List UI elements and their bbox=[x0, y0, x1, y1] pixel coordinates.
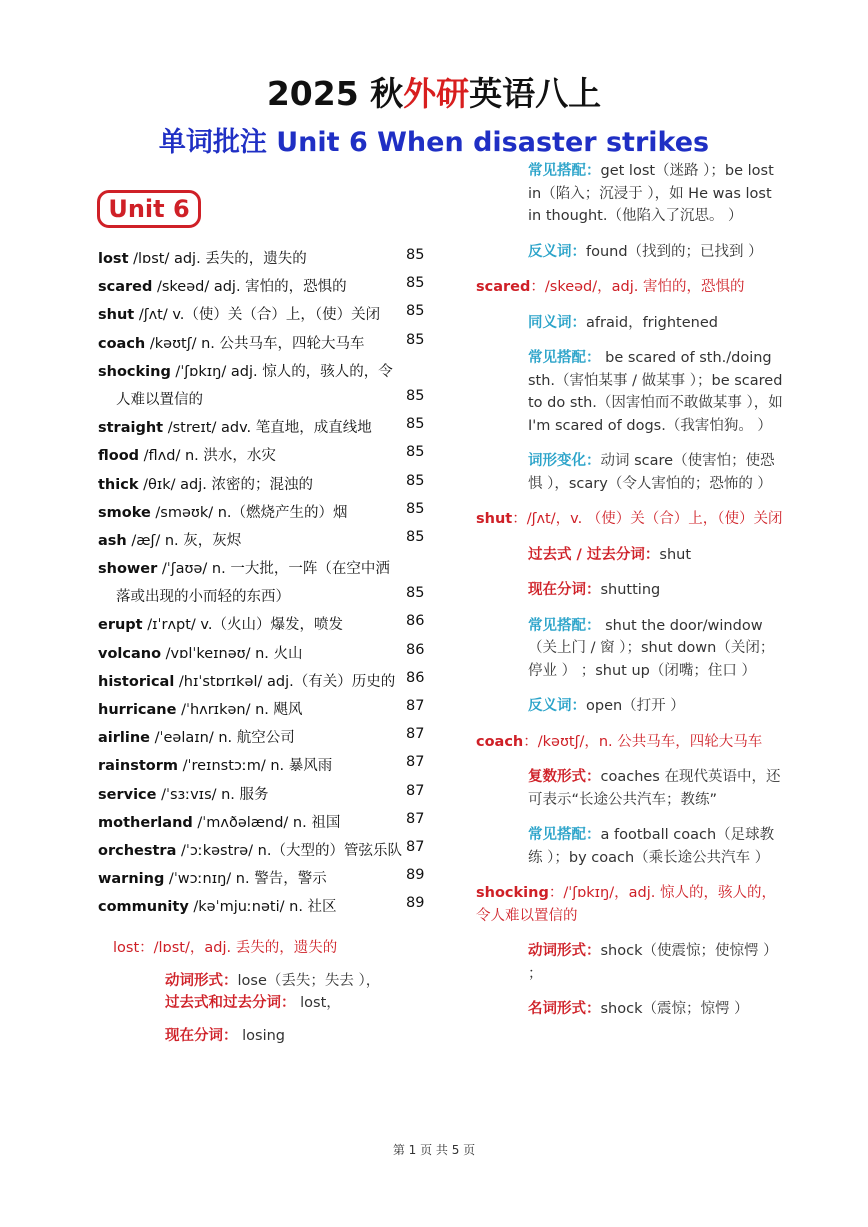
vocab-entry bbox=[98, 303, 380, 324]
page-footer: 第 1 页 共 5 页 bbox=[392, 1143, 476, 1157]
vocab-word: shocking bbox=[98, 363, 171, 380]
vocab-row bbox=[98, 808, 433, 836]
scared-collocations bbox=[528, 347, 784, 437]
vocab-entry bbox=[98, 783, 269, 804]
vocab-row bbox=[98, 498, 433, 526]
vocab-page-number: 89 bbox=[406, 867, 425, 884]
title-part: 英语八上 bbox=[469, 74, 602, 113]
label: 常见搭配： bbox=[528, 827, 601, 843]
vocab-definition: /sməʊk/ n.（燃烧产生的）烟 bbox=[150, 504, 348, 521]
coach-collocations bbox=[528, 824, 784, 869]
vocab-entry bbox=[98, 275, 347, 296]
text: open（打开 ） bbox=[586, 698, 685, 714]
label: 词形变化： bbox=[528, 453, 601, 469]
text: afraid，frightened bbox=[586, 314, 718, 331]
vocab-definition: /ˈreɪnstɔːm/ n. 暴风雨 bbox=[178, 758, 333, 775]
text: lose（丢失；失去 ）， bbox=[237, 972, 381, 989]
vocab-word: rainstorm bbox=[98, 758, 179, 775]
vocab-word: community bbox=[98, 899, 189, 916]
vocab-entry bbox=[98, 811, 340, 832]
coach-plural bbox=[528, 766, 784, 811]
lost-ing-form bbox=[165, 1025, 433, 1048]
vocab-definition: /ɪˈrʌpt/ v.（火山）爆发，喷发 bbox=[142, 617, 343, 634]
vocab-word: flood bbox=[98, 448, 140, 465]
vocab-word: warning bbox=[98, 871, 165, 888]
scared-synonyms bbox=[528, 312, 784, 335]
vocab-row bbox=[98, 470, 433, 498]
vocab-entry bbox=[116, 388, 203, 409]
headword: coach bbox=[476, 733, 524, 750]
vocab-definition: /ʃʌt/ v.（使）关（合）上，（使）关闭 bbox=[134, 307, 381, 324]
entry-heading-coach bbox=[476, 731, 784, 754]
vocab-page-number: 85 bbox=[406, 444, 425, 461]
vocab-row bbox=[98, 329, 433, 357]
text: be scared of sth./doing sth.（害怕某事 / 做某事 ）；be scared to do sth.（因害怕而不敢做某事 ），如 I'm scared of dogs.（我害怕狗。 ） bbox=[528, 350, 783, 434]
vocab-entry bbox=[98, 473, 313, 494]
vocab-definition: /ˈɔːkəstrə/ n.（大型的）管弦乐队 bbox=[176, 842, 402, 859]
vocab-entry bbox=[98, 501, 348, 522]
vocab-definition: /streɪt/ adv. 笔直地，成直线地 bbox=[163, 420, 372, 437]
text: ：/kəʊtʃ/，n. 公共马车，四轮大马车 bbox=[523, 733, 763, 750]
vocab-page-number: 86 bbox=[406, 669, 425, 686]
vocab-word: shut bbox=[98, 307, 135, 324]
vocab-word: volcano bbox=[98, 645, 162, 662]
lost-antonym bbox=[528, 241, 784, 264]
vocab-row bbox=[98, 639, 433, 667]
text: shock（使震惊；使惊愕 ） ； bbox=[528, 943, 778, 982]
vocab-page-number: 85 bbox=[406, 303, 425, 320]
label: 现在分词： bbox=[165, 1027, 238, 1044]
vocab-row bbox=[98, 610, 433, 638]
entry-heading-scared bbox=[476, 276, 784, 299]
label: 过去式和过去分词： bbox=[165, 995, 296, 1011]
vocab-word: hurricane bbox=[98, 702, 177, 718]
vocab-page-number: 85 bbox=[406, 416, 425, 433]
vocab-entry bbox=[98, 698, 302, 719]
headword: scared bbox=[476, 279, 531, 295]
vocab-definition: /hɪˈstɒrɪkəl/ adj.（有关）历史的 bbox=[174, 673, 396, 690]
label: 反义词： bbox=[528, 698, 586, 714]
vocab-word: motherland bbox=[98, 814, 193, 831]
vocab-row bbox=[98, 272, 433, 300]
vocab-word: lost bbox=[98, 251, 129, 267]
label: 同义词： bbox=[528, 314, 586, 331]
vocab-page-number: 87 bbox=[406, 782, 425, 799]
vocab-entry bbox=[98, 332, 365, 353]
vocab-page-number: 85 bbox=[406, 500, 425, 517]
entry-heading-lost: lost：/lɒst/，adj. 丢失的，遗失的 bbox=[113, 940, 338, 956]
vocab-word: service bbox=[98, 786, 157, 803]
vocab-page-number: 86 bbox=[406, 641, 425, 658]
vocab-definition: /lɒst/ adj. 丢失的，遗失的 bbox=[128, 251, 307, 267]
vocab-word: airline bbox=[98, 730, 151, 747]
label: 名词形式： bbox=[528, 1001, 601, 1017]
vocab-row bbox=[98, 836, 433, 864]
label: 常见搭配： bbox=[528, 617, 601, 634]
vocab-row bbox=[98, 780, 433, 808]
vocab-row bbox=[98, 554, 433, 582]
vocab-entry bbox=[98, 416, 372, 437]
vocab-entry bbox=[98, 557, 390, 578]
vocab-entry bbox=[98, 444, 276, 465]
vocab-page-number: 87 bbox=[406, 698, 425, 714]
text: shock（震惊；惊愕 ） bbox=[600, 1001, 749, 1017]
vocab-row bbox=[98, 300, 433, 328]
entry-heading-shut bbox=[476, 508, 784, 531]
vocab-row bbox=[98, 723, 433, 751]
vocab-entry bbox=[98, 754, 332, 775]
lost-collocations bbox=[528, 160, 784, 228]
text: ：/ʃʌt/，v. （使）关（合）上，（使）关闭 bbox=[512, 511, 783, 527]
vocab-page-number: 85 bbox=[406, 472, 425, 489]
text: losing bbox=[237, 1027, 285, 1044]
shut-collocations bbox=[528, 615, 784, 683]
vocab-definition: /ˈeəlaɪn/ n. 航空公司 bbox=[150, 730, 295, 747]
shut-past-form bbox=[528, 544, 784, 567]
vocab-row bbox=[98, 385, 433, 413]
vocab-entry bbox=[98, 895, 337, 916]
vocab-definition: /ˈmʌðəlænd/ n. 祖国 bbox=[192, 814, 341, 831]
vocab-row bbox=[98, 667, 433, 695]
text: 动词 scare（使害怕；使恐惧 ），scary（令人害怕的；恐怖的 ） bbox=[528, 453, 775, 492]
lost-verb-form bbox=[165, 970, 433, 1015]
vocab-definition: /ˈʃaʊə/ n. 一大批，一阵（在空中洒 bbox=[157, 561, 390, 578]
vocab-page-number: 86 bbox=[406, 613, 425, 630]
text: a football coach（足球教练 ）；by coach（乘长途公共汽车 ） bbox=[528, 827, 775, 866]
text: coaches 在现代英语中，还可表示“长途公共汽车；教练” bbox=[528, 769, 781, 808]
vocab-page-number: 85 bbox=[406, 528, 425, 545]
vocab-row bbox=[98, 244, 433, 272]
vocab-word: coach bbox=[98, 335, 146, 352]
vocab-entry bbox=[98, 867, 327, 888]
vocab-row bbox=[98, 864, 433, 892]
vocab-row bbox=[98, 357, 433, 385]
vocab-entry bbox=[116, 585, 290, 606]
left-notes bbox=[113, 937, 433, 1060]
vocab-definition: 落或出现的小而轻的东西） bbox=[116, 589, 290, 606]
vocab-row bbox=[98, 526, 433, 554]
vocab-definition: /kəʊtʃ/ n. 公共马车，四轮大马车 bbox=[145, 335, 365, 352]
text: get lost（迷路 ）；be lost in（陷入；沉浸于 ），如 He was lost in thought.（他陷入了沉思。 ） bbox=[528, 163, 774, 224]
vocab-page-number: 85 bbox=[406, 331, 425, 348]
vocab-word: shower bbox=[98, 561, 158, 578]
vocab-word: smoke bbox=[98, 504, 151, 521]
title-highlight: 外研 bbox=[403, 74, 470, 113]
vocab-entry bbox=[98, 247, 307, 268]
shocking-noun-form bbox=[528, 998, 784, 1021]
vocab-page-number: 85 bbox=[406, 387, 425, 404]
vocab-definition: 人难以置信的 bbox=[116, 391, 203, 408]
vocab-definition: /ˈsɜːvɪs/ n. 服务 bbox=[156, 786, 269, 803]
vocab-entry bbox=[98, 360, 393, 381]
vocab-row bbox=[98, 441, 433, 469]
label: 过去式 / 过去分词： bbox=[528, 546, 660, 563]
page-subtitle: 单词批注 Unit 6 When disaster strikes bbox=[158, 127, 710, 158]
vocab-page-number: 85 bbox=[406, 275, 425, 292]
vocab-row bbox=[98, 413, 433, 441]
vocab-page-number: 87 bbox=[406, 754, 425, 771]
vocab-entry bbox=[98, 529, 241, 550]
vocab-word: straight bbox=[98, 420, 164, 437]
vocab-word: thick bbox=[98, 476, 139, 493]
vocab-page-number: 89 bbox=[406, 895, 425, 912]
label: 复数形式： bbox=[528, 769, 601, 785]
shut-ing-form bbox=[528, 579, 784, 602]
vocab-entry bbox=[98, 839, 402, 860]
vocab-page-number: 87 bbox=[406, 726, 425, 743]
shut-antonym bbox=[528, 695, 784, 718]
vocab-row bbox=[98, 892, 433, 920]
vocab-entry bbox=[98, 613, 343, 634]
vocab-row bbox=[98, 695, 433, 723]
vocab-definition: /vɒlˈkeɪnəʊ/ n. 火山 bbox=[161, 645, 303, 662]
vocab-word: orchestra bbox=[98, 842, 177, 859]
vocab-row bbox=[98, 751, 433, 779]
text: ：/ˈʃɒkɪŋ/，adj. 惊人的，骇人的，令人难以置信的 bbox=[476, 885, 776, 924]
label: 动词形式： bbox=[165, 972, 238, 989]
vocab-page-number: 85 bbox=[406, 585, 425, 602]
vocab-word: historical bbox=[98, 673, 175, 690]
entry-heading-shocking bbox=[476, 882, 784, 927]
headword: shut bbox=[476, 511, 513, 527]
vocab-word: erupt bbox=[98, 617, 143, 634]
label: 反义词： bbox=[528, 243, 586, 260]
shocking-verb-form bbox=[528, 940, 784, 985]
vocab-entry bbox=[98, 642, 303, 663]
vocab-page-number: 87 bbox=[406, 838, 425, 855]
page-title bbox=[0, 68, 868, 115]
text: found（找到的；已找到 ） bbox=[586, 243, 763, 260]
scared-word-forms bbox=[528, 450, 784, 495]
headword: shocking bbox=[476, 885, 549, 901]
label: 常见搭配： bbox=[528, 163, 601, 179]
text: shut the door/window（关上门 / 窗 ）；shut down（关闭；停业 ） ；shut up（闭嘴；住口 ） bbox=[528, 617, 775, 679]
vocab-definition: /ˈʃɒkɪŋ/ adj. 惊人的，骇人的，令 bbox=[170, 363, 393, 380]
text: lost， bbox=[295, 995, 341, 1011]
label: 现在分词： bbox=[528, 582, 601, 598]
vocab-definition: /flʌd/ n. 洪水，水灾 bbox=[139, 448, 276, 465]
title-part: 2025 秋 bbox=[266, 74, 404, 113]
vocab-definition: /skeəd/ adj. 害怕的，恐惧的 bbox=[152, 279, 347, 296]
unit-badge: Unit 6 bbox=[97, 190, 201, 228]
vocab-definition: /θɪk/ adj. 浓密的；混浊的 bbox=[138, 476, 313, 493]
vocab-row bbox=[98, 582, 433, 610]
vocab-word: ash bbox=[98, 532, 127, 549]
vocab-page-number: 87 bbox=[406, 810, 425, 827]
vocab-definition: /æʃ/ n. 灰，灰烬 bbox=[126, 532, 242, 549]
right-notes bbox=[476, 160, 784, 1034]
label: 动词形式： bbox=[528, 943, 601, 959]
text: shut bbox=[659, 546, 692, 563]
vocab-definition: /ˈhʌrɪkən/ n. 飓风 bbox=[176, 702, 303, 718]
label: 常见搭配： bbox=[528, 350, 601, 366]
text: ：/skeəd/，adj. 害怕的，恐惧的 bbox=[530, 279, 745, 295]
vocab-page-number: 85 bbox=[406, 247, 425, 263]
vocab-entry bbox=[98, 726, 295, 747]
text: shutting bbox=[600, 582, 661, 598]
vocabulary-list bbox=[98, 244, 433, 921]
vocab-word: scared bbox=[98, 279, 153, 296]
vocab-definition: /ˈwɔːnɪŋ/ n. 警告，警示 bbox=[164, 871, 327, 888]
vocab-entry bbox=[98, 670, 395, 691]
vocab-definition: /kəˈmjuːnəti/ n. 社区 bbox=[188, 899, 337, 916]
